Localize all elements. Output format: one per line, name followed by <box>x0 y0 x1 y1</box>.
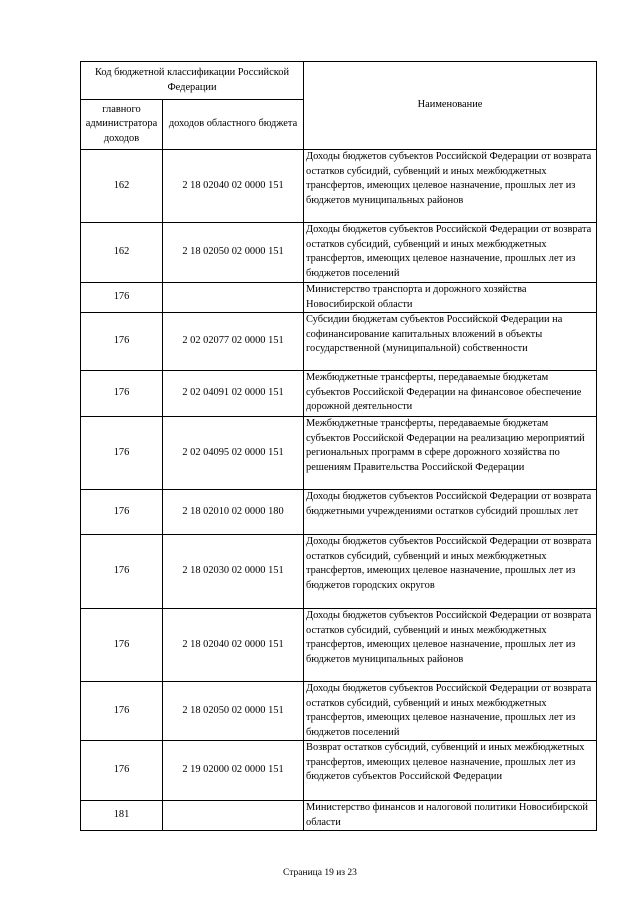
income-code: 2 18 02040 02 0000 151 <box>163 609 304 682</box>
income-code: 2 18 02010 02 0000 180 <box>163 490 304 535</box>
income-name: Доходы бюджетов субъектов Российской Федерации от возврата остатков субсидий, субвенций и иных межбюджетных трансфертов, имеющих целевое назначение, прошлых лет из бюджетов поселений <box>304 682 597 741</box>
admin-code: 176 <box>81 535 163 609</box>
header-income: доходов областного бюджета <box>163 100 304 150</box>
income-name: Доходы бюджетов субъектов Российской Федерации от возврата остатков субсидий, субвенций и иных межбюджетных трансфертов, имеющих целевое назначение, прошлых лет из бюджетов муниципальных районов <box>304 609 597 682</box>
income-name: Доходы бюджетов субъектов Российской Федерации от возврата остатков субсидий, субвенций и иных межбюджетных трансфертов, имеющих целевое назначение, прошлых лет из бюджетов поселений <box>304 223 597 283</box>
admin-code: 176 <box>81 741 163 801</box>
income-name: Доходы бюджетов субъектов Российской Федерации от возврата остатков субсидий, субвенций и иных межбюджетных трансфертов, имеющих целевое назначение, прошлых лет из бюджетов городских округов <box>304 535 597 609</box>
admin-code: 162 <box>81 150 163 223</box>
admin-code: 176 <box>81 682 163 741</box>
income-code: 2 18 02040 02 0000 151 <box>163 150 304 223</box>
income-name: Межбюджетные трансферты, передаваемые бюджетам субъектов Российской Федерации на реализацию мероприятий региональных программ в сфере дорожного хозяйства по решениям Правительства Российской Федерации <box>304 417 597 490</box>
header-name: Наименование <box>304 62 597 150</box>
table-row <box>81 682 597 741</box>
income-name: Субсидии бюджетам субъектов Российской Федерации на софинансирование капитальных вложений в объекты государственной (муниципальной) собственности <box>304 313 597 371</box>
table-row <box>81 223 597 283</box>
budget-classification-table <box>80 61 597 831</box>
admin-code: 176 <box>81 490 163 535</box>
income-code: 2 02 04091 02 0000 151 <box>163 371 304 417</box>
admin-code: 176 <box>81 609 163 682</box>
admin-code: 176 <box>81 417 163 490</box>
admin-code: 176 <box>81 313 163 371</box>
income-code: 2 02 02077 02 0000 151 <box>163 313 304 371</box>
admin-code: 181 <box>81 801 163 831</box>
income-name: Межбюджетные трансферты, передаваемые бюджетам субъектов Российской Федерации на финансовое обеспечение дорожной деятельности <box>304 371 597 417</box>
table-row <box>81 490 597 535</box>
admin-code: 162 <box>81 223 163 283</box>
income-name: Доходы бюджетов субъектов Российской Федерации от возврата остатков субсидий, субвенций и иных межбюджетных трансфертов, имеющих целевое назначение, прошлых лет из бюджетов муниципальных районов <box>304 150 597 223</box>
table-row <box>81 417 597 490</box>
income-code: 2 19 02000 02 0000 151 <box>163 741 304 801</box>
income-code <box>163 283 304 313</box>
table-row <box>81 535 597 609</box>
income-code <box>163 801 304 831</box>
income-code: 2 18 02050 02 0000 151 <box>163 682 304 741</box>
table-row <box>81 150 597 223</box>
table-row <box>81 371 597 417</box>
header-admin: главного администратора доходов <box>81 100 163 150</box>
admin-code: 176 <box>81 371 163 417</box>
table-row <box>81 609 597 682</box>
income-code: 2 18 02050 02 0000 151 <box>163 223 304 283</box>
income-code: 2 18 02030 02 0000 151 <box>163 535 304 609</box>
income-name: Возврат остатков субсидий, субвенций и иных межбюджетных трансфертов, имеющих целевое назначение, прошлых лет из бюджетов субъектов Российской Федерации <box>304 741 597 801</box>
income-name: Доходы бюджетов субъектов Российской Федерации от возврата бюджетными учреждениями остатков субсидий прошлых лет <box>304 490 597 535</box>
table-row <box>81 741 597 801</box>
page-number: Страница 19 из 23 <box>283 868 357 878</box>
table-row-ministry <box>81 283 597 313</box>
header-group-label: Код бюджетной классификации Российской Федерации <box>81 62 304 100</box>
table-row <box>81 313 597 371</box>
table-row-ministry <box>81 801 597 831</box>
income-code: 2 02 04095 02 0000 151 <box>163 417 304 490</box>
ministry-name: Министерство транспорта и дорожного хозяйства Новосибирской области <box>304 283 597 313</box>
ministry-name: Министерство финансов и налоговой политики Новосибирской области <box>304 801 597 831</box>
admin-code: 176 <box>81 283 163 313</box>
